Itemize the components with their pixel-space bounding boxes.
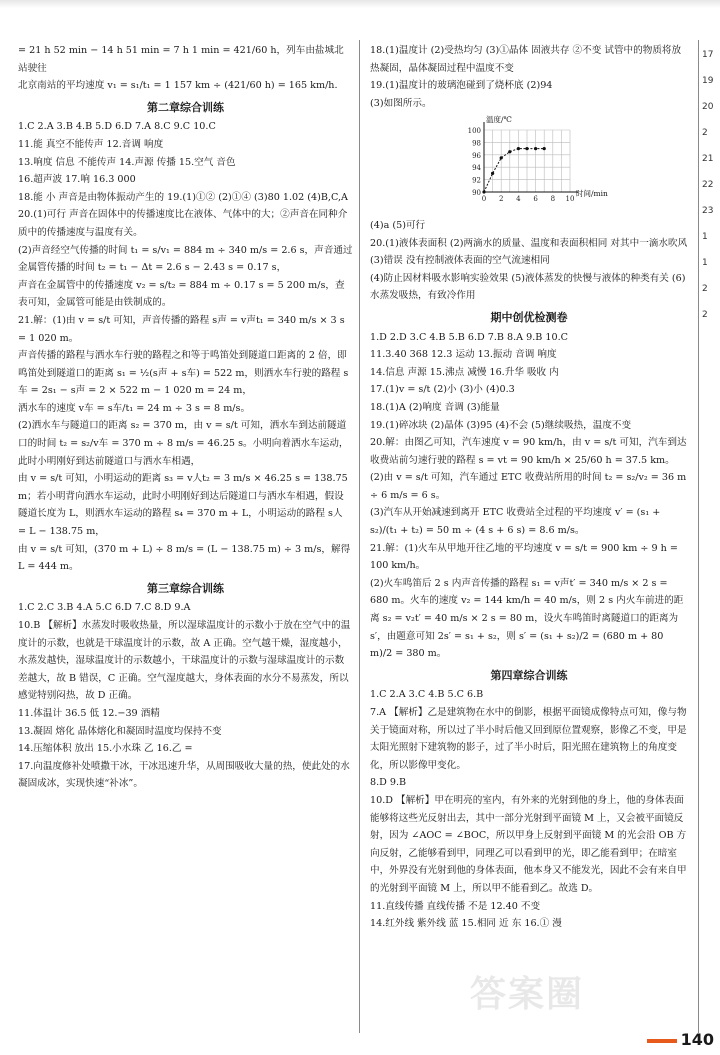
answer-line: 21.解：(1)火车从甲地开往乙地的平均速度 v = s/t = 900 km ÷ 9 h = 100 km/h。 bbox=[370, 542, 678, 572]
answer-line: 14.红外线 紫外线 蓝 15.相同 近 东 16.① 漫 bbox=[370, 918, 562, 930]
answer-line: 14.信息 声源 15.沸点 减慢 16.升华 吸收 内 bbox=[370, 366, 559, 378]
answer-line: (3)如图所示。 bbox=[370, 97, 432, 109]
right-column-bottom bbox=[370, 217, 688, 933]
answer-line: 17.向温度修补处喷撒干冰，干冰迅速升华，从周围吸收大量的热，使此处的水凝固成冰，实现快速“补冰”。 bbox=[18, 760, 350, 790]
x-tick-label: 2 bbox=[498, 195, 504, 204]
data-point bbox=[482, 191, 485, 194]
edge-fragment: 1 bbox=[702, 258, 708, 268]
section-title: 第三章综合训练 bbox=[147, 581, 224, 595]
temperature-time-chart bbox=[460, 114, 688, 213]
data-point bbox=[491, 172, 494, 175]
section-title: 第二章综合训练 bbox=[147, 100, 224, 114]
answer-line: 声音在金属管中的传播速度 v₂ = s/t₂ = 884 m ÷ 0.17 s = 5 200 m/s，查表可知，金属管可能是由铁制成的。 bbox=[18, 279, 345, 309]
answer-line: 19.(1)碎冰块 (2)晶体 (3)95 (4)不会 (5)继续吸热，温度不变 bbox=[370, 419, 632, 431]
answer-line: 1.C 2.A 3.B 4.B 5.D 6.D 7.A 8.C 9.C 10.C bbox=[18, 121, 216, 133]
page-number-text: 140 bbox=[680, 1030, 714, 1049]
edge-fragment: 22 bbox=[702, 180, 714, 190]
answer-line: 18.(1)A (2)响度 音调 (3)能量 bbox=[370, 401, 500, 413]
y-tick-label: 90 bbox=[472, 189, 481, 198]
data-point bbox=[534, 147, 537, 150]
y-tick-label: 98 bbox=[472, 139, 481, 148]
answer-line: (2)声音经空气传播的时间 t₁ = s/v₁ = 884 m ÷ 340 m/s = 2.6 s，声音通过金属管传播的时间 t₂ = t₁ − Δt = 2.6 s − 2.43 s = 0.17 s， bbox=[18, 244, 353, 274]
x-axis-label: 时间/min bbox=[576, 189, 608, 199]
answer-line: 11.能 真空不能传声 12.音调 响度 bbox=[18, 138, 164, 150]
answer-line: 13.响度 信息 不能传声 14.声源 传播 15.空气 音色 bbox=[18, 156, 236, 168]
neighbor-page-edge bbox=[702, 42, 720, 1042]
answer-line: 10.D 【解析】甲在明亮的室内，有外来的光射到他的身上，他的身体表面能够将这些光反射出去，其中一部分光射到平面镜 M 上，又会被平面镜反射，因为 ∠AOC = ∠BOC，所以甲身上反射到平面镜 M 的光会沿 OB 方向反射，乙能够看到甲，同理乙可以看到甲的光，即乙能看到甲；在暗室中，外界没有光射到他的身体表面，他本身又不能发光，因此不会有来自甲的光射到平面镜 M 上，所以甲不能看到乙。故选 D。 bbox=[370, 794, 687, 894]
answer-line: 17.(1)v = s/t (2)小 (3)小 (4)0.3 bbox=[370, 384, 515, 396]
x-tick-label: 0 bbox=[481, 195, 487, 204]
answer-line: 由 v = s/t 可知，(370 m + L) ÷ 8 m/s = (L − 138.75 m) ÷ 3 m/s，解得 L = 444 m。 bbox=[18, 543, 351, 573]
edge-fragment: 23 bbox=[702, 206, 714, 216]
answer-line: 18.(1)温度计 (2)受热均匀 (3)①晶体 固液共存 ②不变 试管中的物质将放热凝固，晶体凝固过程中温度不变 bbox=[370, 45, 682, 74]
edge-fragment: 1 bbox=[702, 232, 708, 242]
section-title: 第四章综合训练 bbox=[490, 668, 568, 682]
section-title: 期中创优检测卷 bbox=[490, 310, 568, 324]
answer-line: 20.(1)液体表面积 (2)两滴水的质量、温度和表面积相同 对其中一滴水吹风 (3)错误 没有控制液体表面的空气流速相同 bbox=[370, 237, 688, 267]
page-number-accent bbox=[647, 1039, 677, 1043]
y-axis-label: 温度/℃ bbox=[486, 115, 512, 125]
answer-line: (4)防止因材料吸水影响实验效果 (5)液体蒸发的快慢与液体的种类有关 (6)水蒸发吸热，有致冷作用 bbox=[370, 272, 686, 302]
page-top-shadow bbox=[0, 0, 720, 8]
watermark: 答案圈 bbox=[470, 974, 585, 1015]
answer-line: 11.3.40 368 12.3 运动 13.振动 音调 响度 bbox=[370, 349, 557, 361]
answer-line: 18.能 小 声音是由物体振动产生的 19.(1)①② (2)①④ (3)80 1.02 (4)B,C,A bbox=[18, 191, 348, 203]
answer-line: 20.解：由图乙可知，汽车速度 v = 90 km/h，由 v = s/t 可知，汽车到达收费站前匀速行驶的路程 s = vt = 90 km/h × 25/60 h = 37.5 km。 bbox=[370, 437, 687, 466]
edge-fragment: 2 bbox=[702, 128, 708, 138]
answer-line: (3)汽车从开始减速到离开 ETC 收费站全过程的平均速度 v′ = (s₁ + s₂)/(t₁ + t₂) = 50 m ÷ (4 s + 6 s) = 8.6 m/s。 bbox=[370, 507, 661, 537]
edge-fragment: 17 bbox=[702, 50, 714, 60]
right-column bbox=[370, 42, 688, 933]
answer-line: 10.B 【解析】水蒸发时吸收热量，所以湿球温度计的示数小于放在空气中的温度计的示数，也就是干球温度计的示数，故 A 正确。空气越干燥，湿度越小，水蒸发越快，湿球温度计的示数越小，干球温度计的示数与湿球温度计的示数差越大，故 B 错误，C 正确。空气湿度越大，身体表面的水分不易蒸发，所以感觉特别闷热，故 D 正确。 bbox=[18, 620, 351, 702]
answer-line: 19.(1)温度计的玻璃泡碰到了烧杯底 (2)94 bbox=[370, 80, 553, 92]
page-number bbox=[647, 1030, 714, 1049]
answer-line: 1.C 2.C 3.B 4.A 5.C 6.D 7.C 8.D 9.A bbox=[18, 602, 191, 614]
edge-divider bbox=[698, 40, 699, 1033]
y-tick-label: 96 bbox=[472, 152, 481, 161]
column-divider bbox=[359, 40, 360, 1033]
right-column-top bbox=[370, 42, 688, 112]
answer-line: 1.D 2.D 3.C 4.B 5.B 6.D 7.B 8.A 9.B 10.C bbox=[370, 331, 568, 343]
y-tick-label: 94 bbox=[472, 164, 481, 173]
answer-line: = 21 h 52 min − 14 h 51 min = 7 h 1 min = 421/60 h，列车由盐城北站驶往 bbox=[18, 45, 344, 74]
answer-line: 21.解：(1)由 v = s/t 可知，声音传播的路程 s声 = v声t₁ = 340 m/s × 3 s = 1 020 m。 bbox=[18, 314, 345, 344]
edge-fragment: 2 bbox=[702, 284, 708, 294]
edge-fragment: 21 bbox=[702, 154, 714, 164]
answer-line: 北京南站的平均速度 v₁ = s₁/t₁ = 1 157 km ÷ (421/60 h) = 165 km/h. bbox=[18, 80, 338, 92]
data-point bbox=[525, 147, 528, 150]
answer-line: 14.压缩体积 放出 15.小水珠 乙 16.乙 = bbox=[18, 743, 193, 755]
answer-line: 11.体温计 36.5 低 12.−39 酒精 bbox=[18, 707, 160, 719]
x-tick-label: 4 bbox=[516, 195, 521, 204]
answer-line: (2)洒水车与隧道口的距离 s₂ = 370 m，由 v = s/t 可知，洒水车到达前隧道口的时间 t₂ = s₂/v车 = 370 m ÷ 8 m/s = 46.25 s。小明向着洒水车运动，此时小明刚好到达前隧道口与洒水车相遇， bbox=[18, 420, 349, 467]
answer-line: 1.C 2.A 3.C 4.B 5.C 6.B bbox=[370, 689, 484, 701]
edge-fragment: 19 bbox=[702, 76, 714, 86]
answer-line: 13.凝固 熔化 晶体熔化和凝固时温度均保持不变 bbox=[18, 725, 222, 737]
answer-line: 8.D 9.B bbox=[370, 777, 407, 789]
x-tick-label: 6 bbox=[533, 195, 538, 204]
answer-line: (2)火车鸣笛后 2 s 内声音传播的路程 s₁ = v声t′ = 340 m/s × 2 s = 680 m。火车的速度 v₂ = 144 km/h = 40 m/s，则 2 s 内火车前进的距离 s₂ = v₂t′ = 40 m/s × 2 s = 80 m，设火车鸣笛时离隧道口的距离为 s′，由题意可知 2s′ = s₁ + s₂，则 s′ = (s₁ + s₂)/2 = (680 m + 80 m)/2 = 380 m。 bbox=[370, 577, 684, 660]
answer-line: 7.A 【解析】乙是建筑物在水中的倒影，根据平面镜成像特点可知，像与物关于镜面对称，所以过了半小时后他又回到原位置观察，影像乙不变，甲是太阳光照射下建筑物的影子，过了半小时后，阳光照在建筑物上的角度变化，所以影像甲变化。 bbox=[370, 707, 687, 771]
edge-fragment: 20 bbox=[702, 102, 714, 112]
answer-line: 声音传播的路程与洒水车行驶的路程之和等于鸣笛处到隧道口距离的 2 倍，即鸣笛处到隧道口的距离 s₁ = ½(s声 + s车) = 522 m，则洒水车行驶的路程 s车 = 2s₁ − s声 = 2 × 522 m − 1 020 m = 24 m， bbox=[18, 350, 349, 397]
data-point bbox=[543, 147, 546, 150]
y-tick-label: 100 bbox=[467, 127, 481, 136]
answer-line: (2)由 v = s/t 可知，汽车通过 ETC 收费站所用的时间 t₂ = s₂/v₂ = 36 m ÷ 6 m/s = 6 s。 bbox=[370, 472, 687, 501]
x-tick-label: 10 bbox=[565, 195, 575, 204]
x-tick-label: 8 bbox=[550, 195, 556, 204]
answer-line: 由 v = s/t 可知，小明运动的距离 s₃ = v人t₂ = 3 m/s × 46.25 s = 138.75 m；若小明背向洒水车运动，此时小明刚好到达后隧道口与洒水车相遇，假设隧道长度为 L，则洒水车运动的路程 s₄ = 370 m + L，小明运动的路程 s人 = L − 138.75 m， bbox=[18, 473, 348, 538]
edge-fragment: 2 bbox=[702, 310, 708, 320]
series-line bbox=[484, 149, 544, 192]
answer-line: 洒水车的速度 v车 = s车/t₁ = 24 m ÷ 3 s = 8 m/s。 bbox=[18, 402, 251, 414]
answer-line: 16.超声波 17.响 16.3 000 bbox=[18, 174, 136, 186]
data-point bbox=[500, 157, 503, 160]
chart-svg bbox=[460, 114, 610, 206]
data-point bbox=[517, 147, 520, 150]
data-point bbox=[508, 150, 511, 153]
answer-line: 11.直线传播 直线传播 不是 12.40 不变 bbox=[370, 900, 541, 912]
answer-line: (4)a (5)可行 bbox=[370, 219, 426, 231]
left-column bbox=[18, 42, 353, 793]
y-tick-label: 92 bbox=[472, 176, 481, 185]
answer-line: 20.(1)可行 声音在固体中的传播速度比在液体、气体中的大；②声音在同种介质中的传播速度与温度有关。 bbox=[18, 209, 348, 238]
